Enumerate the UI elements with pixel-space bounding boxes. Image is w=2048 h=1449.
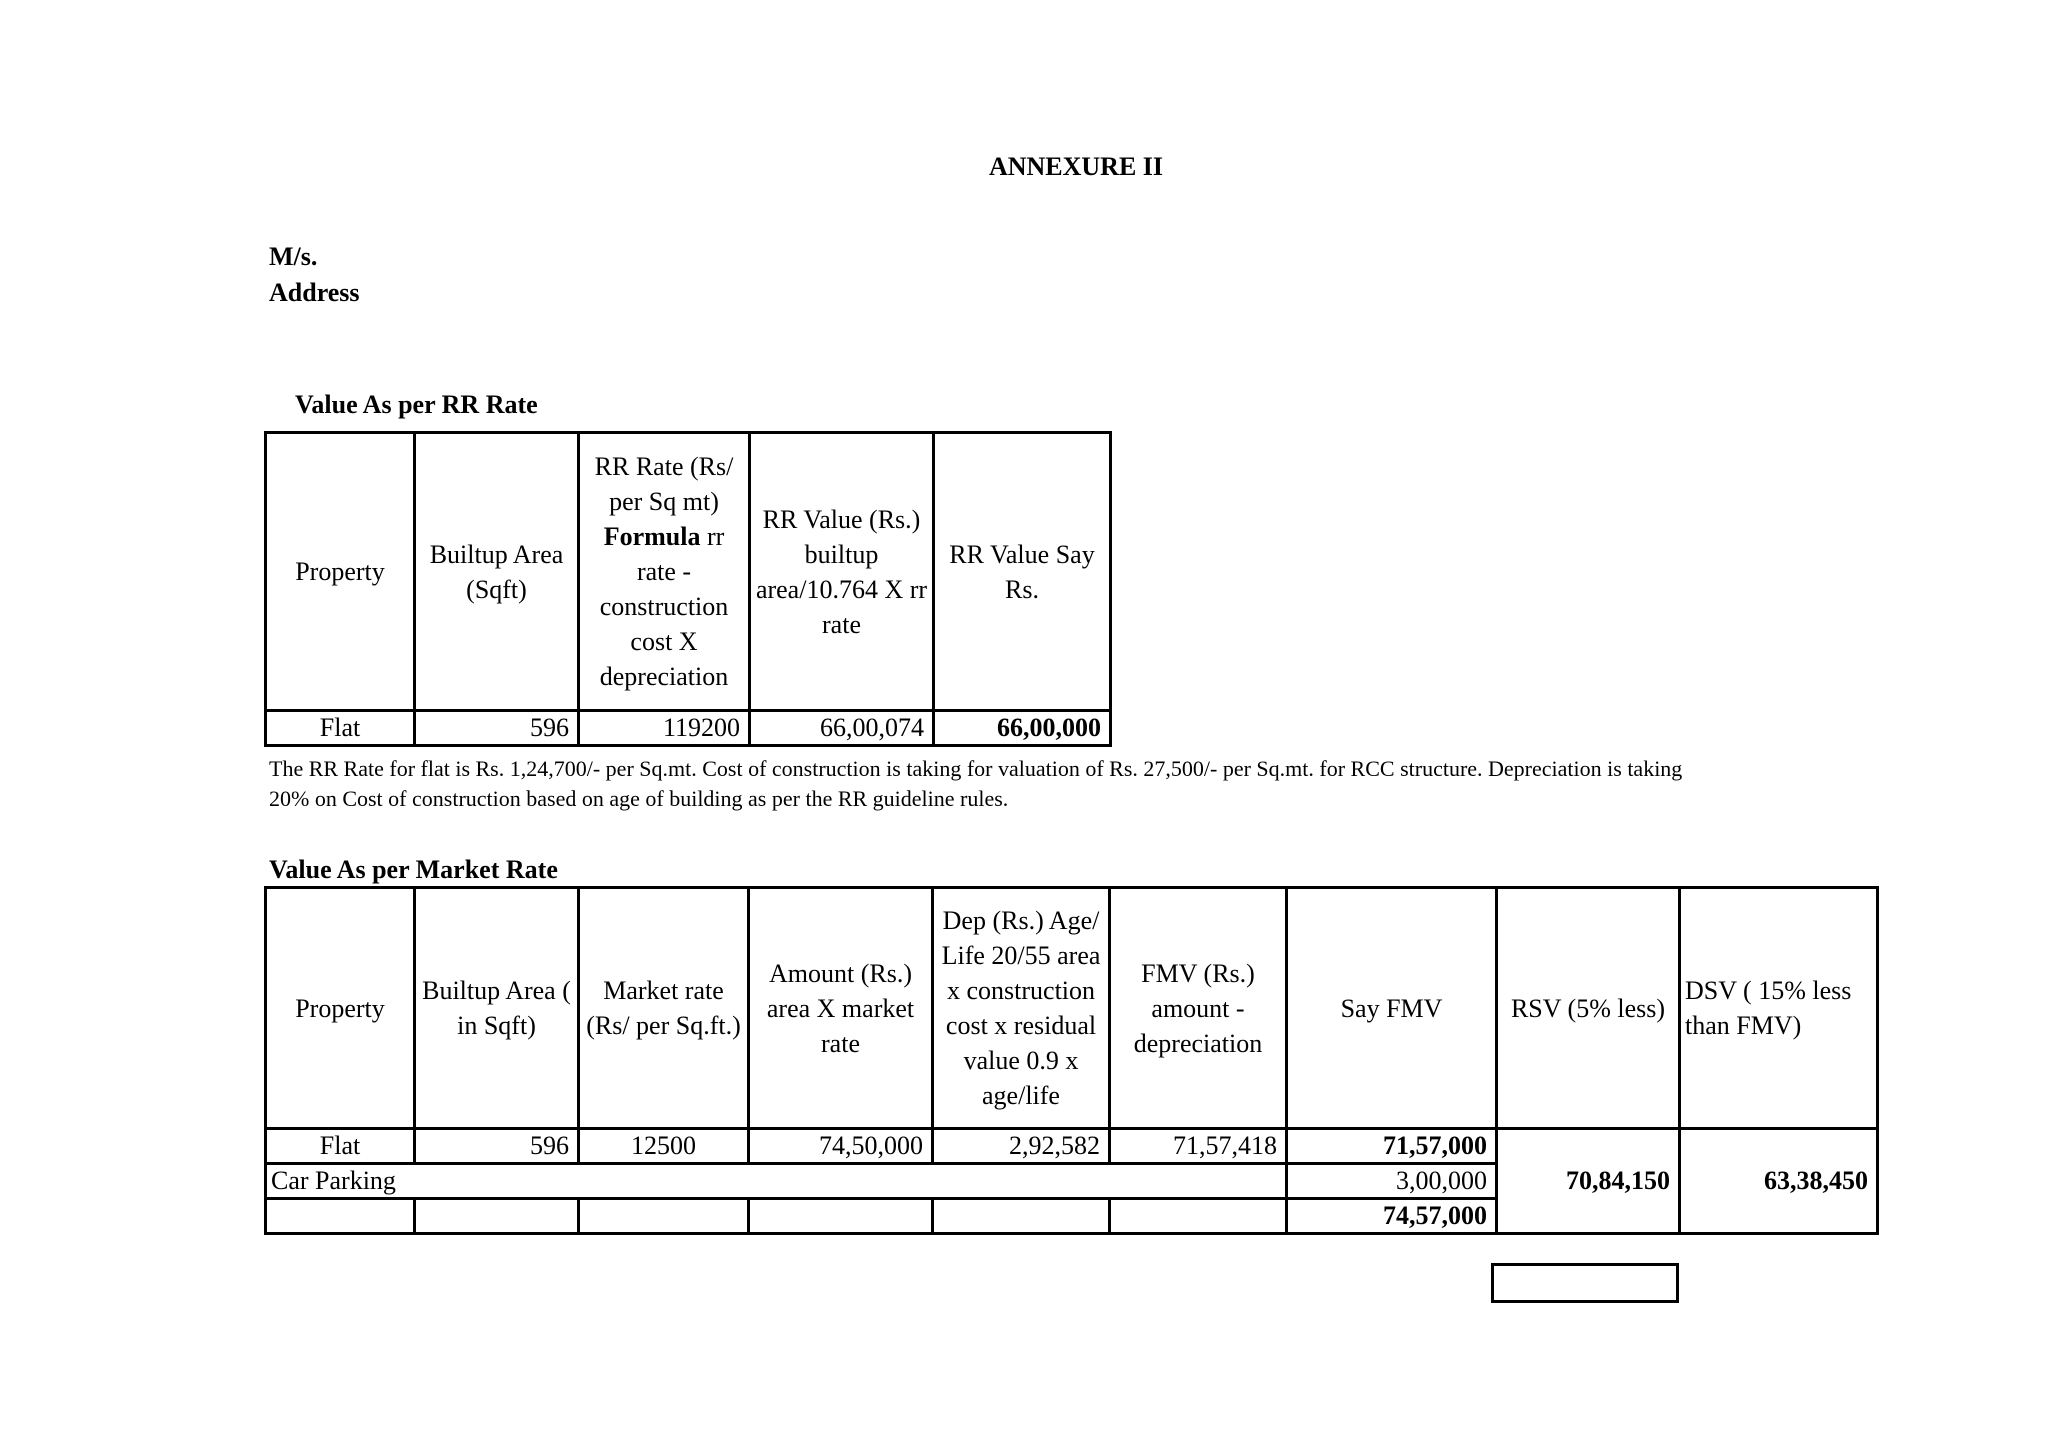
rr-header-property: Property <box>266 433 415 711</box>
rr-cell-rr-rate: 119200 <box>579 711 750 746</box>
rr-cell-property: Flat <box>266 711 415 746</box>
rr-data-row <box>266 711 1111 746</box>
mkt-cell-builtup-area: 596 <box>415 1129 579 1164</box>
mkt-header-fmv: FMV (Rs.) amount - depreciation <box>1110 888 1287 1129</box>
rr-note: The RR Rate for flat is Rs. 1,24,700/- per Sq.mt. Cost of construction is taking for valuation of Rs. 27,500/- per Sq.mt. for RCC structure. Depreciation is taking 20% on Cost of construction based on age of building as per the RR guideline rules. <box>269 756 1683 811</box>
market-rate-table <box>264 886 1879 1235</box>
page-title: ANNEXURE II <box>988 152 1164 181</box>
rr-cell-builtup-area: 596 <box>415 711 579 746</box>
mkt-header-rsv: RSV (5% less) <box>1497 888 1680 1129</box>
rr-header-rr-rate <box>579 433 750 711</box>
address-label: Address <box>269 278 360 307</box>
mkt-header-dsv: DSV ( 15% less than FMV) <box>1680 888 1878 1129</box>
rr-section-title: Value As per RR Rate <box>295 390 538 419</box>
empty-box <box>1491 1263 1679 1303</box>
empty-cell <box>933 1199 1110 1234</box>
mkt-header-amount: Amount (Rs.) area X market rate <box>749 888 933 1129</box>
rr-header-builtup-area: Builtup Area (Sqft) <box>415 433 579 711</box>
empty-cell <box>749 1199 933 1234</box>
mkt-header-property: Property <box>266 888 415 1129</box>
empty-cell <box>1110 1199 1287 1234</box>
empty-cell <box>415 1199 579 1234</box>
mkt-header-say-fmv: Say FMV <box>1287 888 1497 1129</box>
mkt-cell-rsv-value: 70,84,150 <box>1497 1129 1680 1234</box>
mkt-header-market-rate: Market rate (Rs/ per Sq.ft.) <box>579 888 749 1129</box>
rr-cell-rr-value-say: 66,00,000 <box>934 711 1111 746</box>
rr-rate-label: RR Rate (Rs/ per Sq mt) <box>594 452 734 516</box>
ms-label: M/s. <box>269 242 318 271</box>
mkt-cell-market-rate: 12500 <box>579 1129 749 1164</box>
formula-label: Formula <box>603 522 701 551</box>
mkt-cell-dep: 2,92,582 <box>933 1129 1110 1164</box>
market-flat-row <box>266 1129 1878 1164</box>
car-parking-value: 3,00,000 <box>1287 1164 1497 1199</box>
mkt-cell-amount: 74,50,000 <box>749 1129 933 1164</box>
rr-header-rr-value: RR Value (Rs.) builtup area/10.764 X rr rate <box>750 433 934 711</box>
rr-header-row <box>266 433 1111 711</box>
mkt-cell-property: Flat <box>266 1129 415 1164</box>
formula-text: rr rate - construction cost X depreciation <box>599 522 729 691</box>
mkt-cell-say-fmv: 71,57,000 <box>1287 1129 1497 1164</box>
empty-cell <box>266 1199 415 1234</box>
rr-rate-table <box>264 431 1112 747</box>
empty-cell <box>579 1199 749 1234</box>
market-section-title: Value As per Market Rate <box>269 855 558 884</box>
mkt-cell-fmv: 71,57,418 <box>1110 1129 1287 1164</box>
mkt-header-dep: Dep (Rs.) Age/ Life 20/55 area x construction cost x residual value 0.9 x age/life <box>933 888 1110 1129</box>
car-parking-label: Car Parking <box>266 1164 1287 1199</box>
rr-header-rr-value-say: RR Value Say Rs. <box>934 433 1111 711</box>
mkt-header-builtup-area: Builtup Area ( in Sqft) <box>415 888 579 1129</box>
market-header-row <box>266 888 1878 1129</box>
rr-cell-rr-value: 66,00,074 <box>750 711 934 746</box>
mkt-cell-dsv-value: 63,38,450 <box>1680 1129 1878 1234</box>
total-say-fmv: 74,57,000 <box>1287 1199 1497 1234</box>
